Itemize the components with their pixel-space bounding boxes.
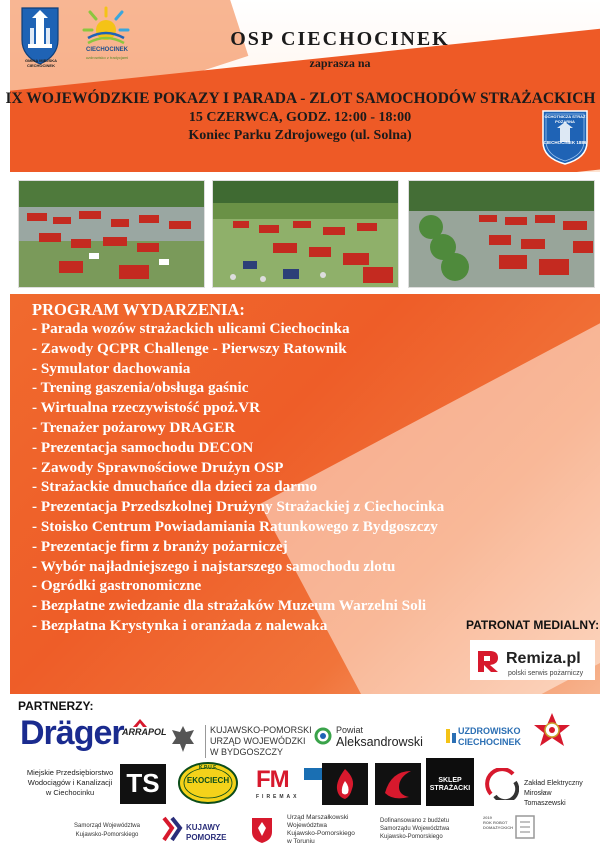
rok-mark-icon (512, 812, 538, 842)
arrapol-logo: ARRAPOL (122, 727, 167, 737)
event-title: IX WOJEWÓDZKIE POKAZY I PARADA - ZLOT SAMOCHODÓW STRAŻACKICH (5, 90, 596, 107)
remiza-icon (476, 649, 500, 673)
gmina-caption: GMINA MIEJSKA CIECHOCINEK (24, 58, 58, 68)
ts-text: TS (126, 768, 160, 798)
powiat-logo: Powiat Aleksandrowski (336, 725, 423, 749)
uzdrowisko-mark-icon (444, 727, 458, 745)
partners-label: PARTNERZY: (18, 699, 94, 713)
program-panel (10, 294, 600, 694)
eagle-emblem-icon (170, 724, 196, 754)
page-title: OSP CIECHOCINEK (230, 28, 450, 50)
program-list (32, 319, 444, 636)
list-item: - Wybór najładniejszego i najstarszego samochodu zlotu (32, 557, 396, 575)
list-item: - Stoisko Centrum Powiadamiania Ratunkowego z Bydgoszczy (32, 517, 438, 535)
event-date: 15 CZERWCA, GODZ. 12:00 - 18:00 (188, 110, 412, 125)
flame-icon (322, 763, 368, 805)
list-item: - Prezentacja samochodu DECON (32, 438, 254, 456)
event-place: Koniec Parku Zdrojowego (ul. Solna) (188, 128, 412, 143)
list-item: - Trenażer pożarowy DRAGER (32, 418, 236, 436)
photo-1 (18, 180, 205, 288)
kujawy-pomorze-logo: KUJAWY POMORZE (186, 823, 227, 842)
photo-3 (408, 180, 595, 288)
mpwik-logo: Miejskie Przedsiębiorstwo Wodociągów i Kanalizacji w Ciechocinku (26, 768, 114, 797)
zaklad-elektryczny-logo: Zakład Elektryczny Mirosław Tomaszewski (524, 780, 583, 807)
flame-swoosh-icon (375, 763, 421, 805)
firemax-sub: FIREMAX (256, 794, 300, 800)
kujawy-pomorze-mark-icon (160, 814, 184, 844)
invite-text: zaprasza na (309, 56, 371, 70)
powiat-mark-icon (314, 727, 332, 745)
list-item: - Bezpłatne zwiedzanie dla strażaków Muzeum Warzelni Soli (32, 597, 427, 615)
list-item: - Wirtualna rzeczywistość ppoż.VR (32, 399, 261, 417)
list-item: - Bezpłatna Krystynka i oranżada z nalewaka (32, 616, 328, 634)
arrapol-mark-icon (133, 719, 147, 727)
ciechocinek-logo-sub: uzdrowisko z tradycjami (85, 55, 129, 60)
remiza-name: Remiza.pl (506, 650, 581, 667)
rok-logo-text: 2019 ROK ROBOT DOMAŻYCKICH (483, 815, 513, 830)
list-item: - Zawody QCPR Challenge - Pierwszy Ratownik (32, 339, 347, 357)
urzad-marszalkowski-logo: Urząd Marszałkowski Województwa Kujawsko-Pomorskiego w Toruniu (287, 814, 355, 845)
program-title: PROGRAM WYDARZENIA: (32, 300, 245, 319)
badge-text: OCHOTNICZA STRAŻ POŻARNA (544, 114, 586, 124)
drager-logo: Dräger (20, 714, 124, 752)
badge-city: CIECHOCINEK 1886 (543, 140, 587, 145)
sklep-strazacki-text: SKLEP STRAŻACKI (429, 777, 471, 792)
list-item: - Zawody Sprawnościowe Drużyn OSP (32, 458, 284, 476)
list-item: - Strażackie dmuchańce dla dzieci za darmo (32, 478, 318, 496)
firemax-badge (304, 768, 322, 780)
ciechocinek-sun-icon (82, 6, 130, 46)
list-item: - Prezentacja Przedszkolnej Drużyny Strażackiej z Ciechocinka (32, 498, 445, 516)
list-item: - Parada wozów strażackich ulicami Ciechocinka (32, 320, 350, 337)
photo-2 (212, 180, 399, 288)
griffin-emblem-icon (250, 816, 274, 844)
ekociech-kpuf: K.P.U.F. (199, 765, 217, 771)
ciechocinek-logo-name: CIECHOCINEK (85, 47, 128, 53)
list-item: - Trening gaszenia/obsługa gaśnic (32, 379, 249, 397)
patronat-label: PATRONAT MEDIALNY: (466, 618, 600, 632)
dofinansowano-text: Dofinansowano z budżetu Samorządu Województwa Kujawsko-Pomorskiego (380, 818, 450, 840)
list-item: - Symulator dachowania (32, 359, 191, 377)
gmina-crest-icon (18, 6, 62, 66)
ekociech-name: EKOCIECH (186, 776, 230, 785)
urzad-wojewodzki-logo: KUJAWSKO-POMORSKI URZĄD WOJEWÓDZKI W BYDGOSZCZY (205, 725, 330, 758)
fire-logo-square-1 (322, 763, 368, 805)
zaklad-elektryczny-mark-icon (485, 768, 519, 800)
firemax-logo: FM (256, 766, 289, 793)
uzdrowisko-logo: UZDROWISKO CIECHOCINEK (458, 726, 522, 747)
fire-service-emblem-icon (533, 712, 571, 752)
list-item: - Ogródki gastronomiczne (32, 577, 202, 595)
list-item: - Prezentacje firm z branży pożarniczej (32, 537, 288, 555)
samorzad-wojewodztwa-logo: Samorząd Województwa Kujawsko-Pomorskiego (74, 823, 140, 838)
remiza-sub: polski serwis pożarniczy (508, 670, 584, 677)
fire-logo-square-2 (375, 763, 421, 805)
